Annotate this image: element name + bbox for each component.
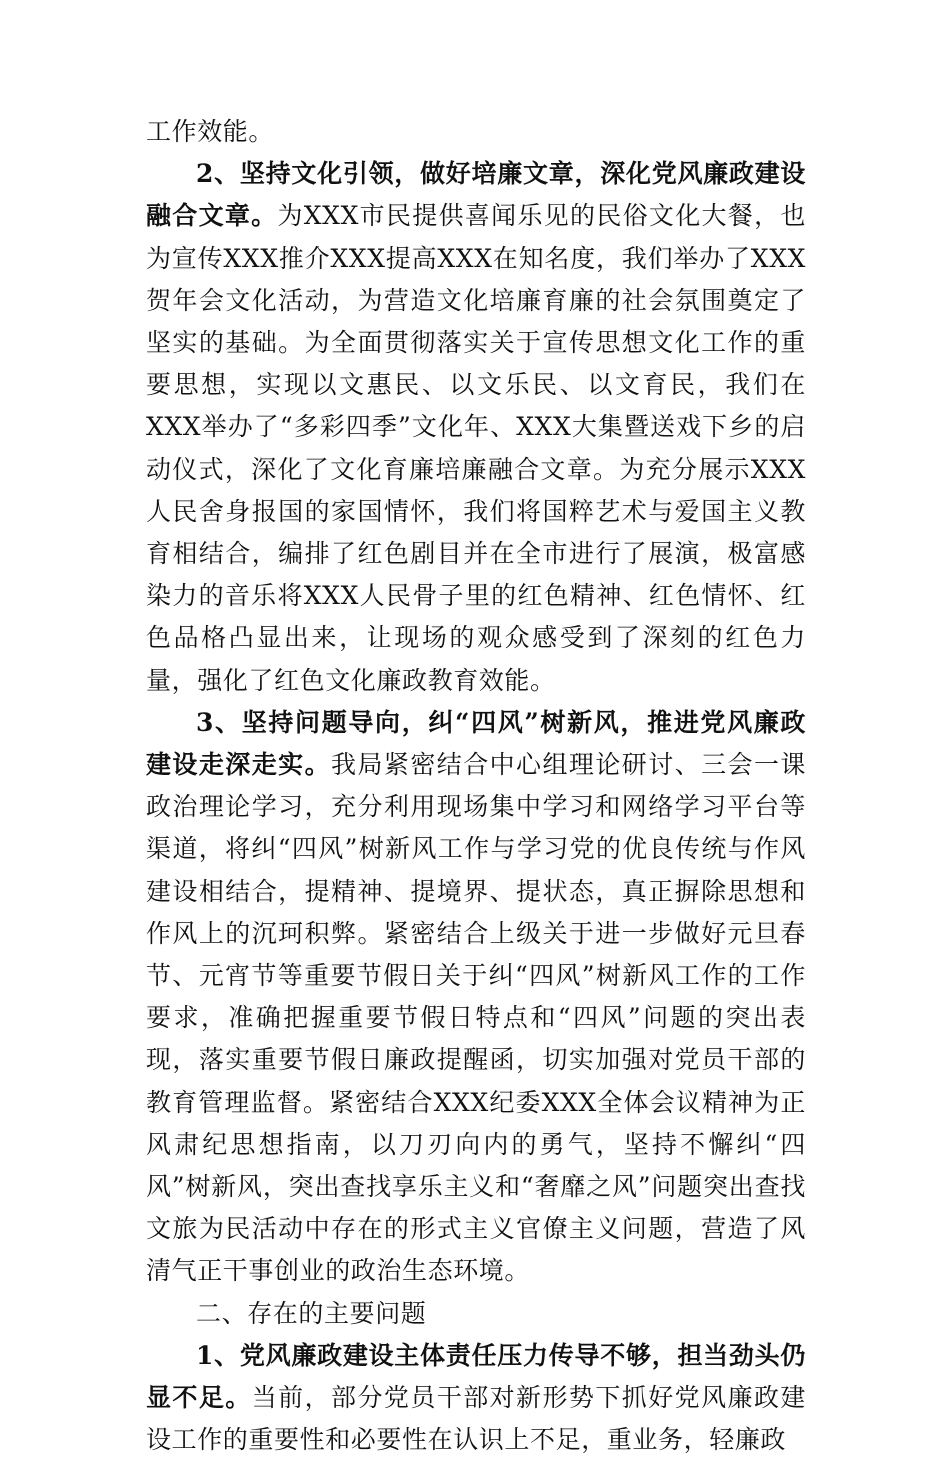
paragraph-body: 当前，部分党员干部对新形势下抓好党风廉政建设工作的重要性和必要性在认识上不足，重业务，轻廉政 bbox=[146, 1383, 806, 1455]
paragraph-lead: 1、党风廉政建设主体责任压力传导不够，担当劲头仍显不足。 bbox=[146, 1340, 806, 1413]
document-page bbox=[146, 111, 806, 1462]
paragraph-main-problem-1 bbox=[146, 1335, 806, 1462]
paragraph-problem-orientation bbox=[146, 702, 806, 1293]
paragraph-text: 工作效能。 bbox=[146, 117, 275, 146]
paragraph-continuation bbox=[146, 111, 806, 153]
paragraph-lead: 3、坚持问题导向，纠“四风”树新风，推进党风廉政建设走深走实。 bbox=[146, 707, 806, 780]
paragraph-lead: 2、坚持文化引领，做好培廉文章，深化党风廉政建设融合文章。 bbox=[146, 159, 806, 231]
paragraph-body: 我局紧密结合中心组理论研讨、三会一课政治理论学习，充分利用现场集中学习和网络学习平台等渠道，将纠“四风”树新风工作与学习党的优良传统与作风建设相结合，提精神、提境界、提状态，真正摒除思想和作风上的沉珂积弊。紧密结合上级关于进一步做好元旦春节、元宵节等重要节假日关于纠“四风”树新风工作的工作要求，准确把握重要节假日特点和“四风”问题的突出表现，落实重要节假日廉政提醒函，切实加强对党员干部的教育管理监督。紧密结合XXX纪委XXX全体会议精神为正风肃纪思想指南，以刀刃向内的勇气，坚持不懈纠“四风”树新风，突出查找享乐主义和“奢靡之风”问题突出查找文旅为民活动中存在的形式主义官僚主义问题，营造了风清气正干事创业的政治生态环境。 bbox=[146, 750, 806, 1286]
section-heading: 二、存在的主要问题 bbox=[196, 1298, 427, 1328]
paragraph-culture-guidance bbox=[146, 153, 806, 702]
paragraph-body: 为XXX市民提供喜闻乐见的民俗文化大餐，也为宣传XXX推介XXX提高XXX在知名度，我们举办了XXX贺年会文化活动，为营造文化培廉育廉的社会氛围奠定了坚实的基础。为全面贯彻落实关于宣传思想文化工作的重要思想，实现以文惠民、以文乐民、以文育民，我们在XXX举办了“多彩四季”文化年、XXX大集暨送戏下乡的启动仪式，深化了文化育廉培廉融合文章。为充分展示XXX人民舍身报国的家国情怀，我们将国粹艺术与爱国主义教育相结合，编排了红色剧目并在全市进行了展演，极富感染力的音乐将XXX人民骨子里的红色精神、红色情怀、红色品格凸显出来，让现场的观众感受到了深刻的红色力量，强化了红色文化廉政教育效能。 bbox=[146, 201, 806, 695]
